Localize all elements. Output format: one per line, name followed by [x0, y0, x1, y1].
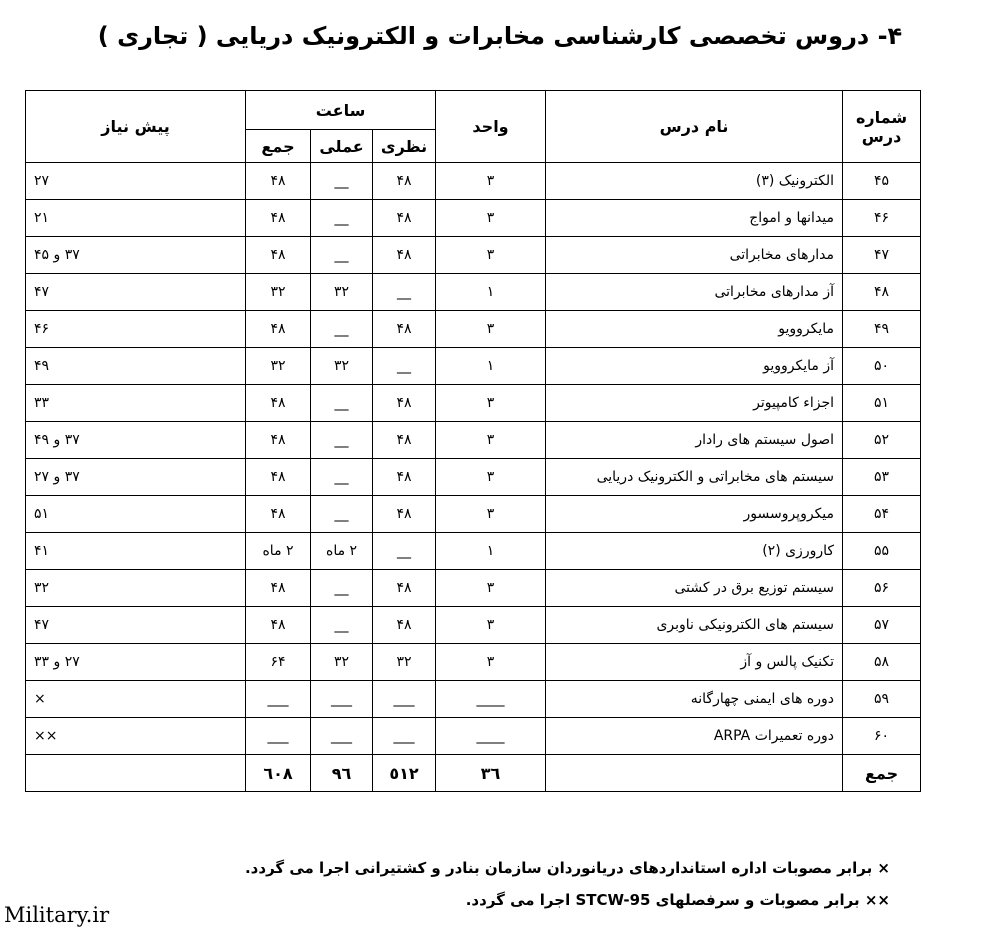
prerequisite-cell: ۲۱ [26, 200, 246, 237]
total-hours-cell: ۴۸ [246, 607, 311, 644]
units-cell: ۱ [436, 348, 546, 385]
units-cell: ۳ [436, 459, 546, 496]
units-cell: ____ [436, 681, 546, 718]
theory-hours-cell: ۴۸ [373, 607, 436, 644]
header-course-number: شماره درس [843, 91, 921, 163]
total-practical-cell: ۹٦ [311, 755, 373, 792]
header-course-name: نام درس [546, 91, 843, 163]
course-name-cell: سیستم های مخابراتی و الکترونیک دریایی [546, 459, 843, 496]
course-number-cell: ۵۳ [843, 459, 921, 496]
theory-hours-cell: ۳۲ [373, 644, 436, 681]
course-name-cell: اصول سیستم های رادار [546, 422, 843, 459]
units-cell: ۳ [436, 200, 546, 237]
table-row [26, 459, 921, 496]
prerequisite-cell: × [26, 681, 246, 718]
table-row [26, 681, 921, 718]
prerequisite-cell: ۳۳ [26, 385, 246, 422]
prerequisite-cell: ۲۷ [26, 163, 246, 200]
course-name-cell: دوره های ایمنی چهارگانه [546, 681, 843, 718]
practical-hours-cell: __ [311, 163, 373, 200]
units-cell: ۳ [436, 607, 546, 644]
course-number-cell: ۵۹ [843, 681, 921, 718]
total-hours-cell: ۴۸ [246, 496, 311, 533]
theory-hours-cell: ۴۸ [373, 570, 436, 607]
table-row [26, 237, 921, 274]
practical-hours-cell: __ [311, 385, 373, 422]
prerequisite-cell: ۳۷ و ۲۷ [26, 459, 246, 496]
total-hours-cell: ___ [246, 681, 311, 718]
table-row [26, 533, 921, 570]
course-number-cell: ۴۷ [843, 237, 921, 274]
table-row [26, 496, 921, 533]
total-row [26, 755, 921, 792]
table-row [26, 311, 921, 348]
units-cell: ۳ [436, 385, 546, 422]
prerequisite-cell: ۴۷ [26, 607, 246, 644]
practical-hours-cell: __ [311, 200, 373, 237]
theory-hours-cell: ۴۸ [373, 422, 436, 459]
practical-hours-cell: __ [311, 607, 373, 644]
practical-hours-cell: __ [311, 237, 373, 274]
course-number-cell: ۵۵ [843, 533, 921, 570]
prerequisite-cell: ×× [26, 718, 246, 755]
practical-hours-cell: ___ [311, 718, 373, 755]
practical-hours-cell: ۲ ماه [311, 533, 373, 570]
course-number-cell: ۵۰ [843, 348, 921, 385]
prerequisite-cell: ۴۹ [26, 348, 246, 385]
prerequisite-cell: ۴۷ [26, 274, 246, 311]
course-name-cell: دوره تعمیرات ARPA [546, 718, 843, 755]
course-number-cell: ۴۶ [843, 200, 921, 237]
course-number-cell: ۵۸ [843, 644, 921, 681]
theory-hours-cell: ۴۸ [373, 385, 436, 422]
theory-hours-cell: __ [373, 533, 436, 570]
course-name-cell: تکنیک پالس و آز [546, 644, 843, 681]
total-hours-cell: ۴۸ [246, 163, 311, 200]
theory-hours-cell: ۴۸ [373, 311, 436, 348]
table-row [26, 274, 921, 311]
total-hours-cell: ۴۸ [246, 570, 311, 607]
practical-hours-cell: __ [311, 311, 373, 348]
units-cell: ۳ [436, 311, 546, 348]
practical-hours-cell: ___ [311, 681, 373, 718]
course-name-cell: کارورزی (۲) [546, 533, 843, 570]
units-cell: ۳ [436, 163, 546, 200]
watermark-text: Military.ir [4, 903, 110, 927]
course-number-cell: ۶۰ [843, 718, 921, 755]
prerequisite-cell: ۵۱ [26, 496, 246, 533]
theory-hours-cell: ۴۸ [373, 459, 436, 496]
course-number-cell: ۵۱ [843, 385, 921, 422]
header-units: واحد [436, 91, 546, 163]
theory-hours-cell: ۴۸ [373, 163, 436, 200]
theory-hours-cell: ۴۸ [373, 200, 436, 237]
footnotes [245, 852, 890, 916]
theory-hours-cell: ___ [373, 681, 436, 718]
units-cell: ____ [436, 718, 546, 755]
table-row [26, 348, 921, 385]
practical-hours-cell: __ [311, 496, 373, 533]
practical-hours-cell: __ [311, 459, 373, 496]
table-row [26, 570, 921, 607]
course-name-cell: سیستم توزیع برق در کشتی [546, 570, 843, 607]
total-label-cell: جمع [843, 755, 921, 792]
course-name-cell: الکترونیک (۳) [546, 163, 843, 200]
header-prerequisite: پیش نیاز [26, 91, 246, 163]
total-units-cell: ۳٦ [436, 755, 546, 792]
footnote-1: × برابر مصوبات اداره استانداردهای دریانوردان سازمان بنادر و کشتیرانی اجرا می گردد. [244, 859, 890, 877]
course-name-cell: آز مدارهای مخابراتی [546, 274, 843, 311]
total-hours-cell: ۲ ماه [246, 533, 311, 570]
total-hours-cell: ۳۲ [246, 274, 311, 311]
table-row [26, 422, 921, 459]
footnote-2: ×× برابر مصوبات و سرفصلهای STCW-95 اجرا می گردد. [465, 891, 890, 909]
header-total: جمع [246, 130, 311, 163]
prerequisite-cell: ۲۷ و ۳۳ [26, 644, 246, 681]
prerequisite-cell: ۳۷ و ۴۵ [26, 237, 246, 274]
total-hours-cell: ۴۸ [246, 237, 311, 274]
total-hours-cell: ۶۴ [246, 644, 311, 681]
course-number-cell: ۴۸ [843, 274, 921, 311]
header-hours: ساعت [246, 91, 436, 130]
prerequisite-cell: ۴۶ [26, 311, 246, 348]
course-number-cell: ۵۲ [843, 422, 921, 459]
theory-hours-cell: ۴۸ [373, 237, 436, 274]
course-number-cell: ۴۹ [843, 311, 921, 348]
course-name-cell: مایکروویو [546, 311, 843, 348]
units-cell: ۳ [436, 237, 546, 274]
theory-hours-cell: __ [373, 274, 436, 311]
table-row [26, 385, 921, 422]
total-hours-cell: ۳۲ [246, 348, 311, 385]
units-cell: ۳ [436, 422, 546, 459]
total-hours-cell: ۴۸ [246, 200, 311, 237]
course-number-cell: ۵۷ [843, 607, 921, 644]
table-row [26, 163, 921, 200]
page-title: ۴- دروس تخصصی کارشناسی مخابرات و الکترونیک دریایی ( تجاری ) [97, 22, 903, 50]
course-name-cell: میدانها و امواج [546, 200, 843, 237]
header-theory: نظری [373, 130, 436, 163]
total-theory-cell: ٥۱۲ [373, 755, 436, 792]
courses-table [25, 90, 921, 792]
course-name-cell: سیستم های الکترونیکی ناوبری [546, 607, 843, 644]
total-prereq-cell [26, 755, 246, 792]
practical-hours-cell: ۳۲ [311, 274, 373, 311]
table-row [26, 644, 921, 681]
total-hours-cell: ۴۸ [246, 385, 311, 422]
course-name-cell: اجزاء کامپیوتر [546, 385, 843, 422]
table-row [26, 718, 921, 755]
prerequisite-cell: ۴۱ [26, 533, 246, 570]
course-number-cell: ۴۵ [843, 163, 921, 200]
units-cell: ۳ [436, 644, 546, 681]
theory-hours-cell: ___ [373, 718, 436, 755]
course-number-cell: ۵۴ [843, 496, 921, 533]
units-cell: ۱ [436, 533, 546, 570]
theory-hours-cell: __ [373, 348, 436, 385]
prerequisite-cell: ۳۲ [26, 570, 246, 607]
total-hours-sum-cell: ٦۰۸ [246, 755, 311, 792]
course-name-cell: میکروپروسسور [546, 496, 843, 533]
total-hours-cell: ___ [246, 718, 311, 755]
units-cell: ۳ [436, 570, 546, 607]
total-hours-cell: ۴۸ [246, 459, 311, 496]
units-cell: ۱ [436, 274, 546, 311]
practical-hours-cell: ۳۲ [311, 348, 373, 385]
table-row [26, 200, 921, 237]
total-name-cell [546, 755, 843, 792]
practical-hours-cell: __ [311, 422, 373, 459]
course-number-cell: ۵۶ [843, 570, 921, 607]
prerequisite-cell: ۳۷ و ۴۹ [26, 422, 246, 459]
header-practical: عملی [311, 130, 373, 163]
practical-hours-cell: __ [311, 570, 373, 607]
table-body [26, 163, 921, 792]
practical-hours-cell: ۳۲ [311, 644, 373, 681]
course-name-cell: مدارهای مخابراتی [546, 237, 843, 274]
units-cell: ۳ [436, 496, 546, 533]
total-hours-cell: ۴۸ [246, 311, 311, 348]
course-name-cell: آز مایکروویو [546, 348, 843, 385]
theory-hours-cell: ۴۸ [373, 496, 436, 533]
total-hours-cell: ۴۸ [246, 422, 311, 459]
table-row [26, 607, 921, 644]
